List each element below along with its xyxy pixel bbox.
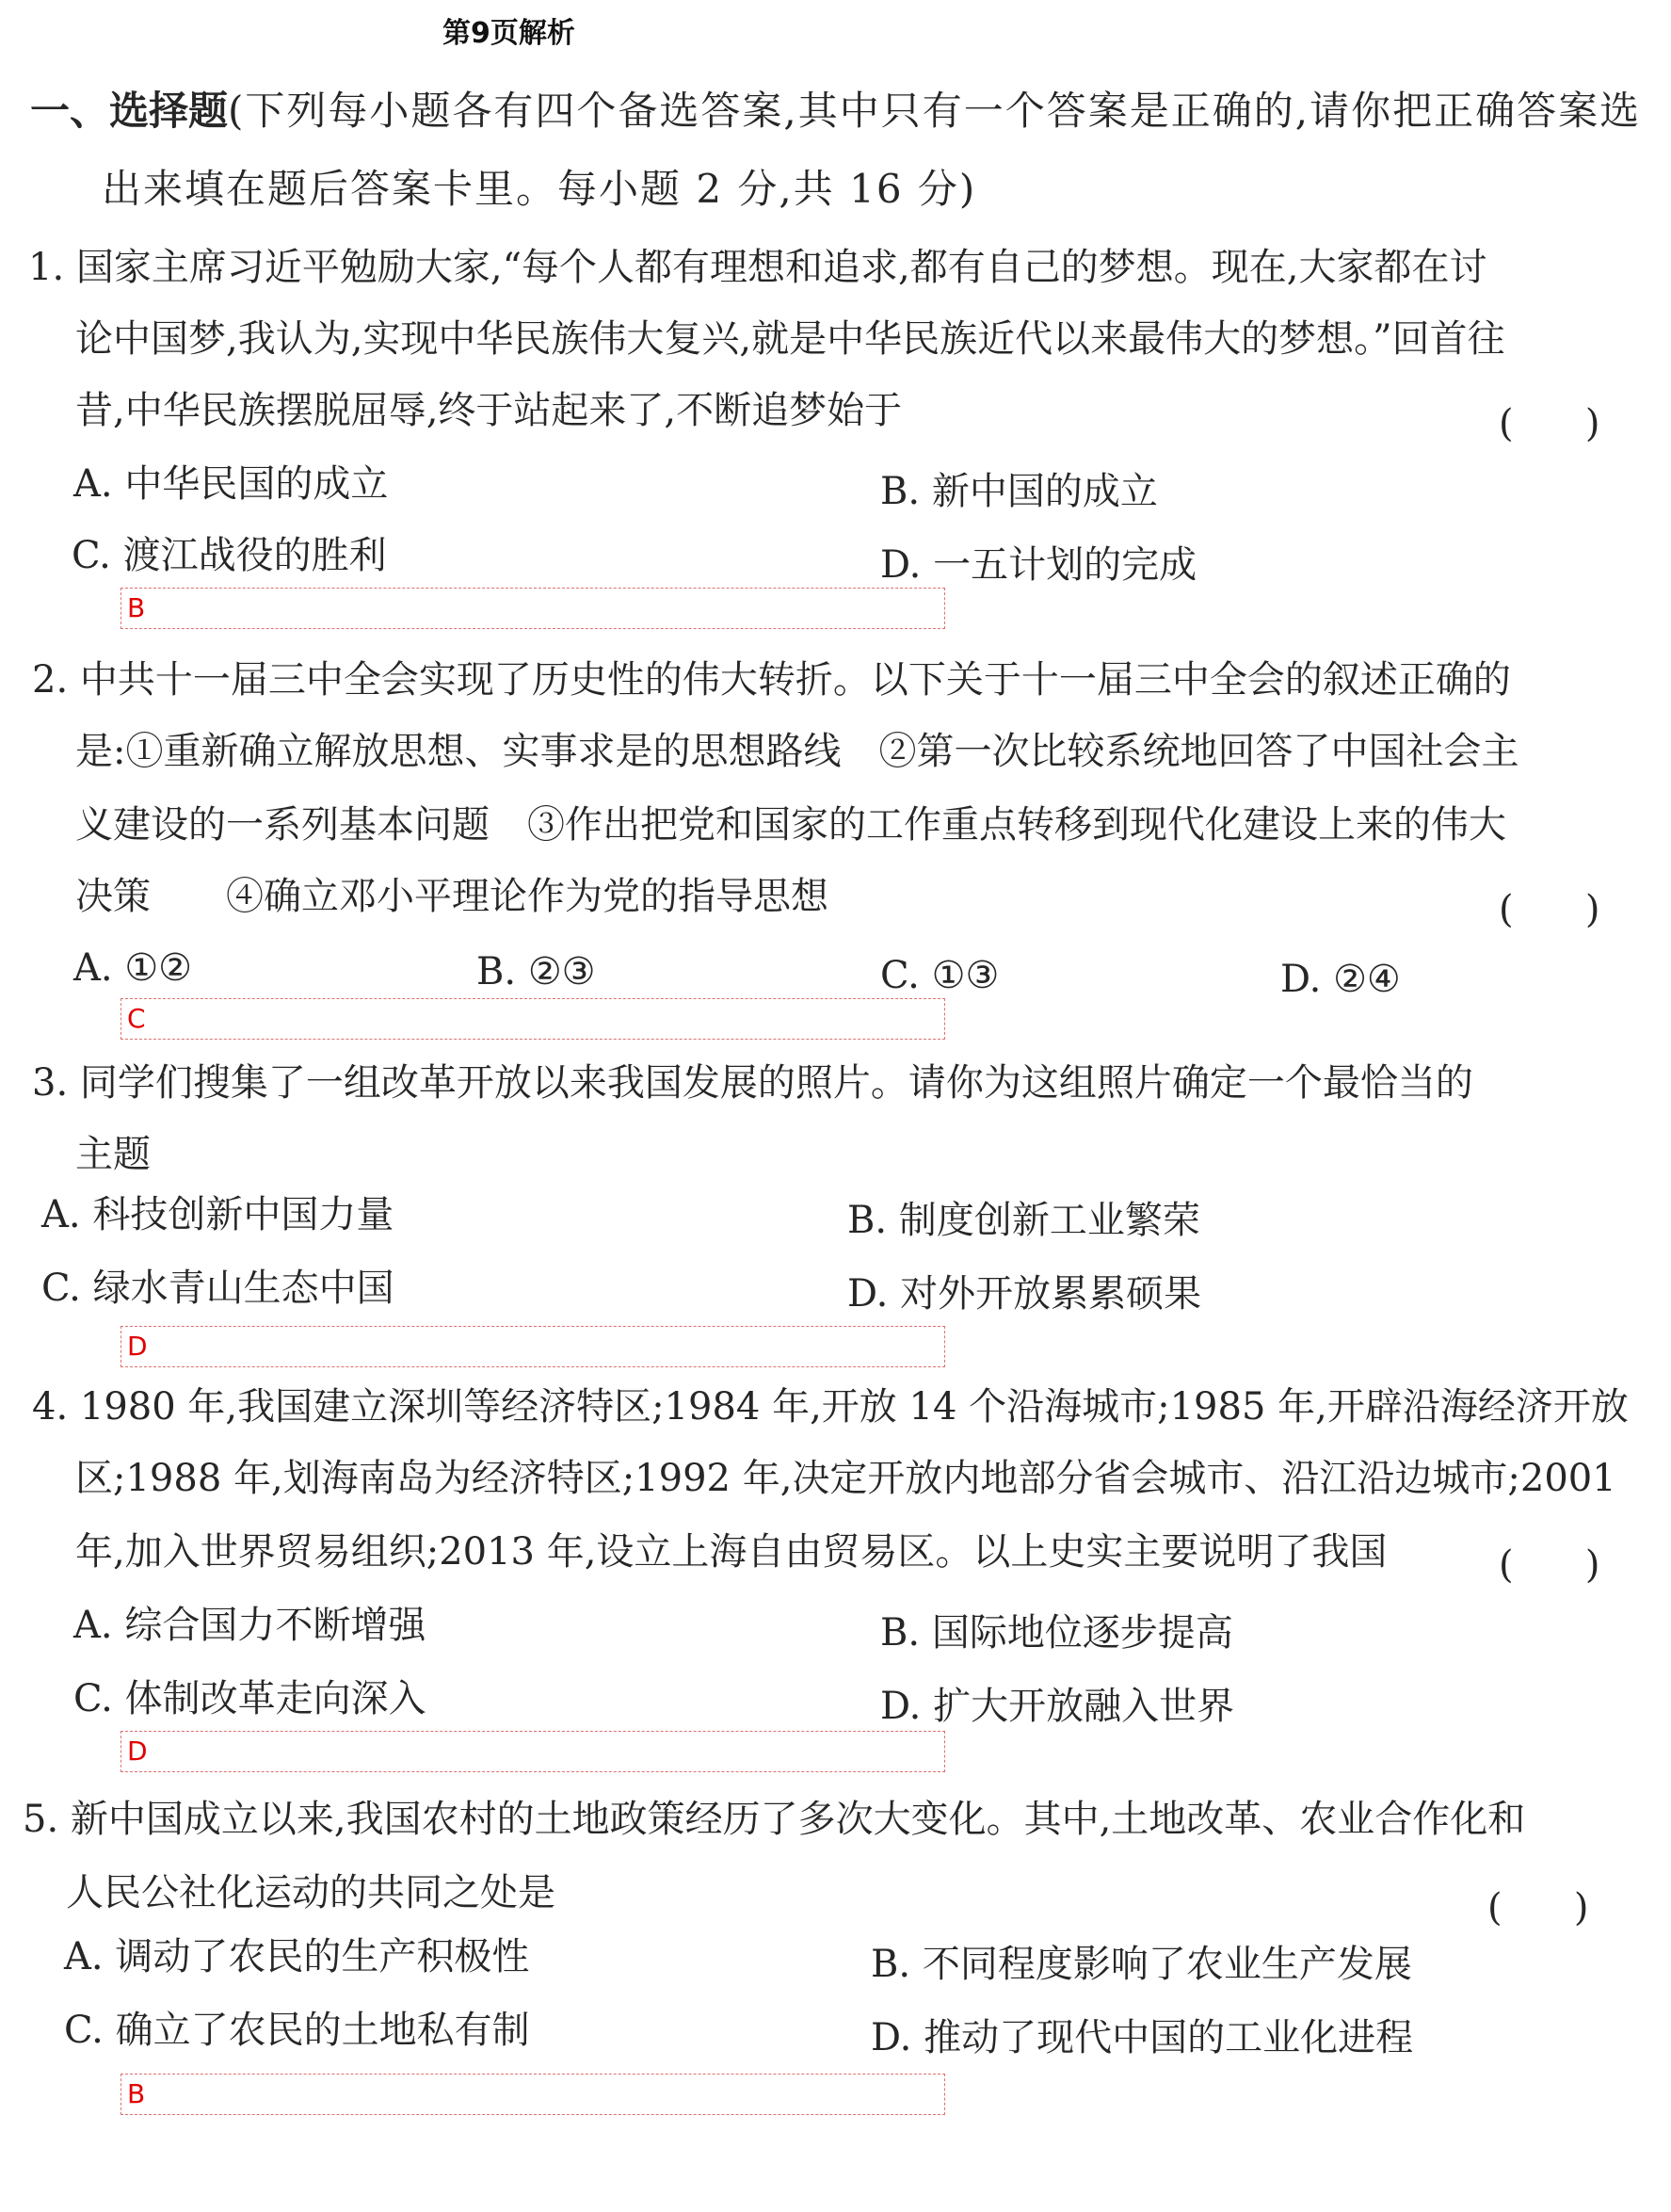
option-b: B. 新中国的成立 — [880, 470, 1158, 513]
section-heading-line2: 出来填在题后答案卡里。每小题 2 分,共 16 分) — [102, 166, 977, 212]
answer-parentheses: ( ) — [1487, 1886, 1589, 1929]
question-stem-line: 人民公社化运动的共同之处是 — [66, 1871, 555, 1914]
option-a: A. 综合国力不断增强 — [73, 1604, 426, 1647]
question-stem-line: 年,加入世界贸易组织;2013 年,设立上海自由贸易区。以上史实主要说明了我国 — [75, 1530, 1388, 1574]
answer-text: B — [127, 592, 146, 623]
section-heading — [30, 87, 1641, 136]
option-a: A. 调动了农民的生产积极性 — [64, 1935, 530, 1978]
answer-text: D — [127, 1331, 148, 1362]
section-heading-label: 一、选择题 — [30, 88, 229, 134]
option-b: B. ②③ — [476, 950, 596, 993]
section-heading-instruction: (下列每小题各有四个备选答案,其中只有一个答案是正确的,请你把正确答案选 — [228, 88, 1642, 134]
option-d: D. 对外开放累累硕果 — [847, 1272, 1202, 1316]
option-c: C. 渡江战役的胜利 — [72, 534, 387, 577]
answer-box — [121, 1326, 945, 1367]
question-stem-line: 决策 ④确立邓小平理论作为党的指导思想 — [75, 875, 828, 918]
answer-text: B — [127, 2078, 146, 2109]
question-stem-line: 4. 1980 年,我国建立深圳等经济特区;1984 年,开放 14 个沿海城市;1985 年,开辟沿海经济开放 — [32, 1385, 1629, 1429]
answer-box — [121, 998, 945, 1040]
option-c: C. 体制改革走向深入 — [73, 1677, 426, 1720]
question-stem-line: 主题 — [75, 1133, 151, 1176]
answer-text: C — [127, 1003, 146, 1034]
option-b: B. 制度创新工业繁荣 — [847, 1199, 1200, 1242]
question-stem-line: 义建设的一系列基本问题 ③作出把党和国家的工作重点转移到现代化建设上来的伟大 — [75, 803, 1506, 847]
answer-box — [121, 2074, 945, 2115]
option-a: A. ①② — [73, 946, 193, 990]
option-c: C. ①③ — [880, 954, 1000, 997]
option-d: D. ②④ — [1280, 958, 1401, 1001]
option-d: D. 扩大开放融入世界 — [880, 1685, 1235, 1728]
question-stem-line: 论中国梦,我认为,实现中华民族伟大复兴,就是中华民族近代以来最伟大的梦想。”回首往 — [75, 317, 1505, 361]
option-a: A. 科技创新中国力量 — [41, 1193, 394, 1236]
question-stem-line: 是:①重新确立解放思想、实事求是的思想路线 ②第一次比较系统地回答了中国社会主 — [75, 730, 1519, 773]
question-stem-line: 3. 同学们搜集了一组改革开放以来我国发展的照片。请你为这组照片确定一个最恰当的 — [32, 1061, 1473, 1105]
option-b: B. 国际地位逐步提高 — [880, 1611, 1233, 1655]
option-a: A. 中华民国的成立 — [73, 462, 389, 506]
question-stem-line: 5. 新中国成立以来,我国农村的土地政策经历了多次大变化。其中,土地改革、农业合作化和 — [23, 1798, 1526, 1841]
answer-parentheses: ( ) — [1499, 1543, 1600, 1587]
answer-parentheses: ( ) — [1499, 402, 1600, 445]
option-b: B. 不同程度影响了农业生产发展 — [871, 1943, 1412, 1986]
question-stem-line: 昔,中华民族摆脱屈辱,终于站起来了,不断追梦始于 — [75, 389, 903, 432]
answer-parentheses: ( ) — [1499, 888, 1600, 931]
answer-text: D — [127, 1736, 148, 1767]
option-d: D. 推动了现代中国的工业化进程 — [871, 2016, 1414, 2059]
question-stem-line: 区;1988 年,划海南岛为经济特区;1992 年,决定开放内地部分省会城市、沿江沿边城市;2001 — [75, 1457, 1616, 1500]
question-stem-line: 1. 国家主席习近平勉励大家,“每个人都有理想和追求,都有自己的梦想。现在,大家都在讨 — [28, 246, 1487, 289]
answer-box — [121, 1731, 945, 1772]
option-c: C. 确立了农民的土地私有制 — [64, 2009, 530, 2052]
answer-box — [121, 588, 945, 629]
page-title: 第9页解析 — [442, 17, 575, 50]
option-d: D. 一五计划的完成 — [880, 543, 1197, 587]
option-c: C. 绿水青山生态中国 — [41, 1267, 394, 1310]
question-stem-line: 2. 中共十一届三中全会实现了历史性的伟大转折。以下关于十一届三中全会的叙述正确的 — [32, 658, 1511, 702]
